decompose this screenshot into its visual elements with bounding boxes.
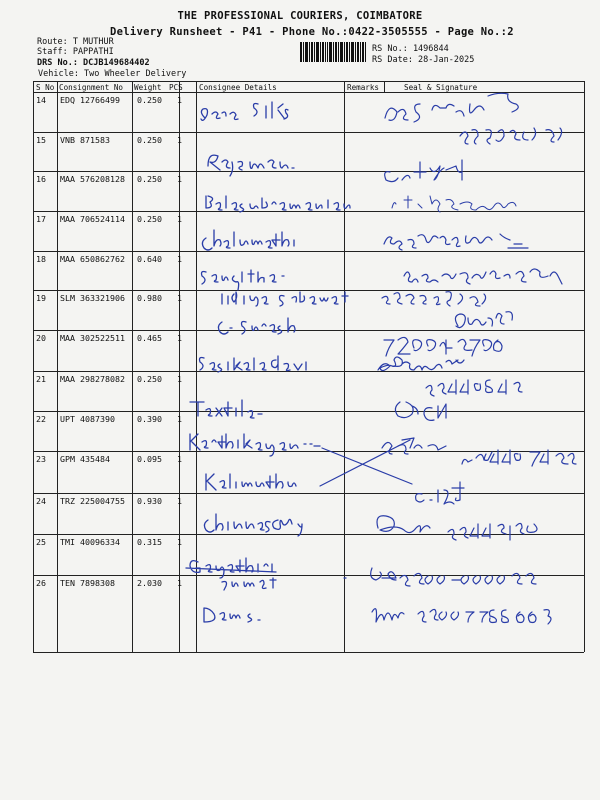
handwritten-name	[186, 558, 276, 590]
weight-value: 0.250	[137, 374, 162, 384]
column-header: Consignee Details	[199, 83, 277, 92]
handwritten-name	[204, 608, 260, 622]
handwritten-signature	[377, 516, 537, 540]
handwritten-signature	[320, 438, 576, 486]
handwritten-name	[218, 318, 295, 334]
consignment-number: MAA 298278082	[60, 374, 125, 384]
handwritten-name	[208, 155, 294, 176]
weight-value: 0.980	[137, 293, 162, 303]
row-serial-number: 20	[36, 333, 46, 343]
consignment-number: EDQ 12766499	[60, 95, 120, 105]
handwritten-signature	[392, 196, 516, 212]
consignment-number: VNB 871583	[60, 135, 110, 145]
handwritten-name	[190, 400, 262, 418]
pcs-count: 1	[177, 293, 182, 303]
handwritten-name	[204, 514, 302, 536]
column-header: Consignment No	[59, 83, 124, 92]
drs-label: DRS No.: DCJB149684402	[37, 58, 150, 68]
consignment-number: MAA 302522511	[60, 333, 125, 343]
weight-value: 0.390	[137, 414, 162, 424]
weight-value: 0.250	[137, 95, 162, 105]
handwritten-signature	[384, 234, 528, 250]
row-serial-number: 23	[36, 454, 46, 464]
column-header: Remarks	[347, 83, 380, 92]
route-label: Route: T MUTHUR	[37, 37, 114, 47]
pcs-count: 1	[177, 496, 182, 506]
pcs-count: 1	[177, 578, 182, 588]
weight-value: 0.315	[137, 537, 162, 547]
page-title: THE PROFESSIONAL COURIERS, COIMBATORE	[177, 10, 423, 22]
pcs-count: 1	[177, 414, 182, 424]
weight-value: 0.930	[137, 496, 162, 506]
weight-value: 0.250	[137, 214, 162, 224]
weight-value: 0.465	[137, 333, 162, 343]
rs-number: RS No.: 1496844	[372, 44, 449, 54]
weight-value: 2.030	[137, 578, 162, 588]
weight-value: 0.250	[137, 174, 162, 184]
handwritten-name	[200, 356, 307, 372]
handwritten-name	[202, 230, 294, 250]
consignment-number: TRZ 225004755	[60, 496, 125, 506]
pcs-count: 1	[177, 214, 182, 224]
column-header: Seal & Signature	[404, 83, 478, 92]
handwritten-name	[206, 196, 350, 212]
row-serial-number: 18	[36, 254, 46, 264]
runsheet-subtitle: Delivery Runsheet - P41 - Phone No.:0422-3505555 - Page No.:2	[110, 26, 514, 38]
consignment-number: TEN 7898308	[60, 578, 115, 588]
pcs-count: 1	[177, 537, 182, 547]
row-serial-number: 21	[36, 374, 46, 384]
pcs-count: 1	[177, 374, 182, 384]
handwritten-signature	[378, 357, 522, 396]
pcs-count: 1	[177, 333, 182, 343]
pcs-count: 1	[177, 95, 182, 105]
handwritten-signature	[372, 609, 551, 624]
consignment-number: TMI 40096334	[60, 537, 120, 547]
row-serial-number: 15	[36, 135, 46, 145]
row-serial-number: 25	[36, 537, 46, 547]
column-header: PCS	[169, 83, 183, 92]
handwritten-signature	[344, 568, 536, 586]
weight-value: 0.250	[137, 135, 162, 145]
row-serial-number: 19	[36, 293, 46, 303]
vehicle-label: Vehicle: Two Wheeler Delivery	[38, 69, 187, 79]
handwritten-signature	[385, 93, 562, 144]
consignment-number: UPT 4087390	[60, 414, 115, 424]
row-serial-number: 17	[36, 214, 46, 224]
pcs-count: 1	[177, 174, 182, 184]
handwritten-name	[201, 102, 288, 120]
rs-date: RS Date: 28-Jan-2025	[372, 55, 475, 65]
consignment-number: MAA 650862762	[60, 254, 125, 264]
consignment-number: MAA 706524114	[60, 214, 125, 224]
weight-value: 0.095	[137, 454, 162, 464]
handwritten-signature	[395, 402, 446, 420]
weight-value: 0.640	[137, 254, 162, 264]
row-serial-number: 26	[36, 578, 46, 588]
handwritten-signature	[385, 160, 462, 182]
row-serial-number: 24	[36, 496, 46, 506]
consignment-number: GPM 435484	[60, 454, 110, 464]
pcs-count: 1	[177, 454, 182, 464]
column-header: Weight	[134, 83, 162, 92]
column-header: S No	[36, 83, 55, 92]
handwritten-signature	[416, 482, 464, 504]
pcs-count: 1	[177, 254, 182, 264]
pcs-count: 1	[177, 135, 182, 145]
handwritten-name	[190, 434, 320, 456]
row-serial-number: 14	[36, 95, 46, 105]
handwritten-name	[206, 474, 296, 490]
staff-label: Staff: PAPPATHI	[37, 47, 114, 57]
row-serial-number: 22	[36, 414, 46, 424]
consignment-number: SLM 363321906	[60, 293, 125, 303]
consignment-number: MAA 576208128	[60, 174, 125, 184]
row-serial-number: 16	[36, 174, 46, 184]
handwritten-signature	[384, 312, 512, 356]
handwritten-name	[202, 270, 349, 306]
handwritten-signature	[382, 269, 562, 306]
